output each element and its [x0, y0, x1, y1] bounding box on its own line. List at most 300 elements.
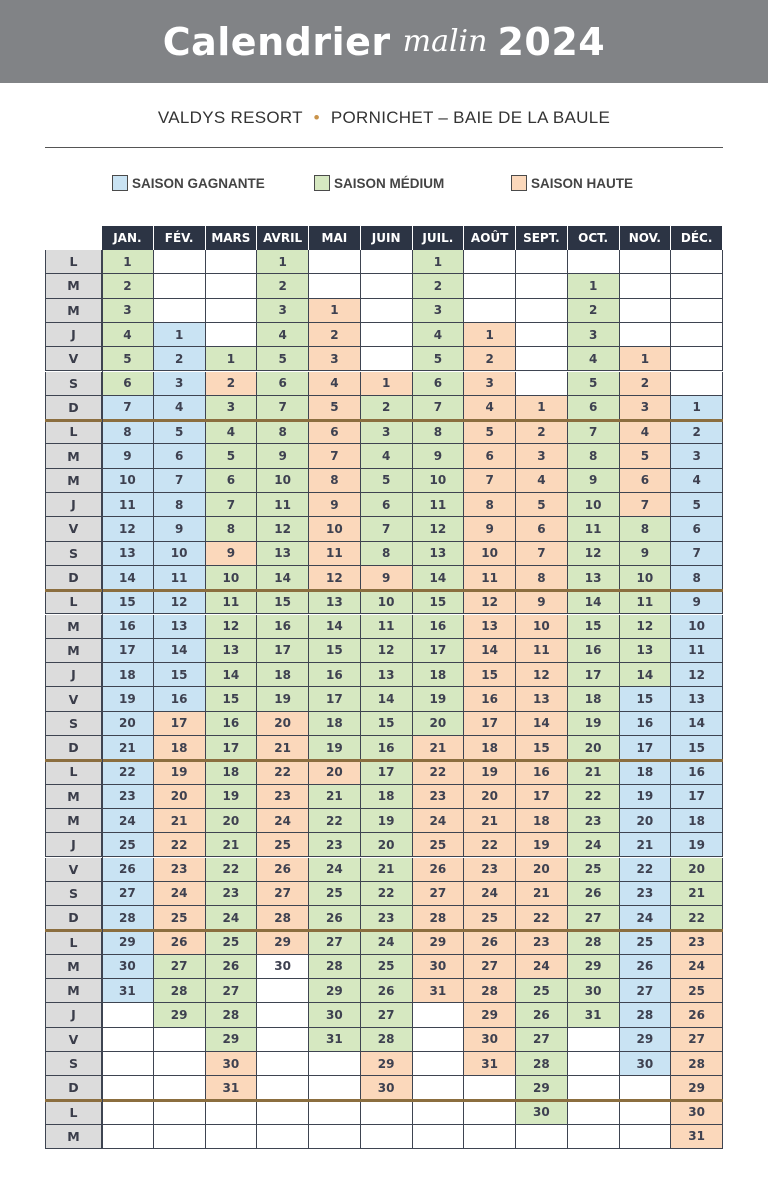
day-cell: 5 [361, 469, 413, 493]
weekday-label: S [45, 882, 102, 906]
day-cell: 3 [620, 396, 672, 420]
empty-cell [309, 250, 361, 274]
day-cell: 12 [568, 542, 620, 566]
day-cell: 30 [671, 1101, 723, 1125]
day-cell: 28 [671, 1052, 723, 1076]
day-cell: 29 [361, 1052, 413, 1076]
empty-cell [309, 274, 361, 298]
day-cell: 29 [206, 1028, 258, 1052]
day-cell: 4 [257, 323, 309, 347]
empty-cell [413, 1052, 465, 1076]
day-cell: 14 [516, 712, 568, 736]
day-cell: 19 [464, 760, 516, 784]
day-cell: 9 [413, 444, 465, 468]
month-header: MARS [206, 226, 258, 250]
day-cell: 1 [361, 372, 413, 396]
empty-cell [154, 1125, 206, 1149]
weekday-label: M [45, 274, 102, 298]
weekday-label: L [45, 760, 102, 784]
empty-cell [257, 1101, 309, 1125]
empty-cell [309, 1076, 361, 1100]
title-malin: malin [402, 24, 488, 59]
day-cell: 14 [464, 639, 516, 663]
empty-cell [257, 1076, 309, 1100]
day-cell: 13 [568, 566, 620, 590]
empty-cell [361, 299, 413, 323]
empty-cell [568, 1052, 620, 1076]
day-cell: 7 [102, 396, 154, 420]
day-cell: 28 [154, 979, 206, 1003]
day-cell: 5 [413, 347, 465, 371]
weekday-label: V [45, 858, 102, 882]
day-cell: 27 [568, 906, 620, 930]
day-cell: 27 [206, 979, 258, 1003]
day-cell: 28 [620, 1003, 672, 1027]
day-cell: 19 [309, 736, 361, 760]
empty-cell [102, 1028, 154, 1052]
empty-cell [464, 274, 516, 298]
empty-cell [309, 1052, 361, 1076]
day-cell: 10 [257, 469, 309, 493]
day-cell: 8 [464, 493, 516, 517]
legend-label-haute: SAISON HAUTE [531, 175, 634, 191]
day-cell: 16 [257, 615, 309, 639]
day-cell: 26 [309, 906, 361, 930]
day-cell: 4 [516, 469, 568, 493]
day-cell: 18 [671, 809, 723, 833]
day-cell: 24 [154, 882, 206, 906]
day-cell: 28 [464, 979, 516, 1003]
day-cell: 18 [206, 760, 258, 784]
day-cell: 31 [309, 1028, 361, 1052]
day-cell: 21 [568, 760, 620, 784]
day-cell: 12 [102, 517, 154, 541]
day-cell: 25 [206, 930, 258, 954]
day-cell: 1 [464, 323, 516, 347]
day-cell: 8 [102, 420, 154, 444]
weekday-label: J [45, 493, 102, 517]
empty-cell [464, 1101, 516, 1125]
empty-cell [257, 979, 309, 1003]
day-cell: 25 [361, 955, 413, 979]
day-cell: 5 [464, 420, 516, 444]
day-cell: 2 [206, 372, 258, 396]
day-cell: 13 [309, 590, 361, 614]
weekday-label: D [45, 906, 102, 930]
day-cell: 28 [413, 906, 465, 930]
day-cell: 6 [154, 444, 206, 468]
weekday-label: V [45, 687, 102, 711]
day-cell: 16 [620, 712, 672, 736]
weekday-label: M [45, 809, 102, 833]
day-cell: 3 [516, 444, 568, 468]
day-cell: 7 [257, 396, 309, 420]
day-cell: 21 [206, 833, 258, 857]
empty-cell [154, 250, 206, 274]
day-cell: 1 [206, 347, 258, 371]
day-cell: 11 [671, 639, 723, 663]
weekday-label: D [45, 566, 102, 590]
month-header: JUIL. [413, 226, 465, 250]
day-cell: 10 [206, 566, 258, 590]
day-cell: 26 [257, 858, 309, 882]
month-header: SEPT. [516, 226, 568, 250]
day-cell: 15 [568, 615, 620, 639]
day-cell: 7 [568, 420, 620, 444]
weekday-label: S [45, 1052, 102, 1076]
day-cell: 5 [516, 493, 568, 517]
day-cell: 18 [257, 663, 309, 687]
day-cell: 16 [671, 760, 723, 784]
day-cell: 21 [309, 785, 361, 809]
day-cell: 9 [464, 517, 516, 541]
day-cell: 4 [309, 372, 361, 396]
empty-cell [671, 274, 723, 298]
weekday-label: J [45, 663, 102, 687]
month-header: JUIN [361, 226, 413, 250]
day-cell: 5 [154, 420, 206, 444]
day-cell: 24 [671, 955, 723, 979]
day-cell: 1 [568, 274, 620, 298]
empty-cell [206, 299, 258, 323]
day-cell: 5 [206, 444, 258, 468]
day-cell: 15 [620, 687, 672, 711]
day-cell: 3 [464, 372, 516, 396]
day-cell: 9 [361, 566, 413, 590]
month-header: NOV. [620, 226, 672, 250]
day-cell: 14 [671, 712, 723, 736]
weekday-label: D [45, 396, 102, 420]
day-cell: 8 [568, 444, 620, 468]
day-cell: 22 [568, 785, 620, 809]
day-cell: 4 [413, 323, 465, 347]
day-cell: 24 [413, 809, 465, 833]
day-cell: 25 [154, 906, 206, 930]
day-cell: 13 [620, 639, 672, 663]
day-cell: 14 [568, 590, 620, 614]
day-cell: 26 [516, 1003, 568, 1027]
day-cell: 1 [516, 396, 568, 420]
day-cell: 21 [620, 833, 672, 857]
day-cell: 30 [516, 1101, 568, 1125]
empty-cell [361, 250, 413, 274]
empty-cell [516, 250, 568, 274]
day-cell: 2 [671, 420, 723, 444]
day-cell: 16 [361, 736, 413, 760]
day-cell: 29 [102, 930, 154, 954]
weekday-label: L [45, 250, 102, 274]
day-cell: 13 [361, 663, 413, 687]
day-cell: 13 [671, 687, 723, 711]
empty-cell [671, 250, 723, 274]
day-cell: 27 [413, 882, 465, 906]
day-cell: 17 [464, 712, 516, 736]
day-cell: 1 [671, 396, 723, 420]
day-cell: 20 [361, 833, 413, 857]
day-cell: 14 [413, 566, 465, 590]
day-cell: 10 [413, 469, 465, 493]
day-cell: 4 [568, 347, 620, 371]
day-cell: 22 [102, 760, 154, 784]
day-cell: 18 [361, 785, 413, 809]
day-cell: 3 [154, 372, 206, 396]
day-cell: 15 [516, 736, 568, 760]
day-cell: 23 [102, 785, 154, 809]
empty-cell [102, 1125, 154, 1149]
day-cell: 25 [413, 833, 465, 857]
day-cell: 23 [154, 858, 206, 882]
empty-cell [102, 1076, 154, 1100]
day-cell: 15 [257, 590, 309, 614]
day-cell: 2 [154, 347, 206, 371]
resort-location: PORNICHET – BAIE DE LA BAULE [330, 108, 611, 127]
day-cell: 7 [154, 469, 206, 493]
legend-label-gagnante: SAISON GAGNANTE [132, 175, 265, 191]
empty-cell [568, 1101, 620, 1125]
day-cell: 18 [516, 809, 568, 833]
day-cell: 23 [464, 858, 516, 882]
day-cell: 2 [361, 396, 413, 420]
day-cell: 10 [102, 469, 154, 493]
day-cell: 23 [257, 785, 309, 809]
day-cell: 20 [516, 858, 568, 882]
grid-left-border [102, 250, 103, 1149]
month-header: AOÛT [464, 226, 516, 250]
day-cell: 2 [413, 274, 465, 298]
empty-cell [620, 274, 672, 298]
day-cell: 6 [620, 469, 672, 493]
weekday-label: J [45, 833, 102, 857]
day-cell: 1 [413, 250, 465, 274]
day-cell: 24 [102, 809, 154, 833]
day-cell: 4 [206, 420, 258, 444]
empty-cell [413, 1028, 465, 1052]
day-cell: 14 [102, 566, 154, 590]
resort-name: VALDYS RESORT [157, 108, 303, 127]
day-cell: 22 [464, 833, 516, 857]
day-cell: 29 [464, 1003, 516, 1027]
day-cell: 6 [671, 517, 723, 541]
empty-cell [361, 347, 413, 371]
empty-cell [620, 323, 672, 347]
weekday-label: M [45, 299, 102, 323]
empty-cell [413, 1003, 465, 1027]
empty-cell [361, 1101, 413, 1125]
day-cell: 24 [620, 906, 672, 930]
day-cell: 3 [671, 444, 723, 468]
day-cell: 28 [361, 1028, 413, 1052]
day-cell: 26 [361, 979, 413, 1003]
day-cell: 8 [516, 566, 568, 590]
day-cell: 26 [671, 1003, 723, 1027]
day-cell: 26 [206, 955, 258, 979]
day-cell: 6 [257, 372, 309, 396]
day-cell: 27 [257, 882, 309, 906]
weekday-label: M [45, 469, 102, 493]
day-cell: 21 [361, 858, 413, 882]
title-year: 2024 [497, 19, 606, 64]
day-cell: 12 [309, 566, 361, 590]
day-cell: 21 [464, 809, 516, 833]
day-cell: 27 [102, 882, 154, 906]
day-cell: 19 [516, 833, 568, 857]
day-cell: 10 [464, 542, 516, 566]
day-cell: 1 [620, 347, 672, 371]
day-cell: 17 [309, 687, 361, 711]
day-cell: 2 [257, 274, 309, 298]
empty-cell [568, 1125, 620, 1149]
day-cell: 6 [413, 372, 465, 396]
empty-cell [516, 372, 568, 396]
day-cell: 16 [516, 760, 568, 784]
day-cell: 21 [154, 809, 206, 833]
week-separator [45, 419, 723, 422]
day-cell: 30 [309, 1003, 361, 1027]
week-separator [45, 1099, 723, 1102]
day-cell: 27 [464, 955, 516, 979]
day-cell: 20 [102, 712, 154, 736]
day-cell: 7 [671, 542, 723, 566]
week-separator [45, 589, 723, 592]
month-header: MAI [309, 226, 361, 250]
day-cell: 30 [102, 955, 154, 979]
day-cell: 19 [671, 833, 723, 857]
day-cell: 4 [620, 420, 672, 444]
day-cell: 13 [154, 615, 206, 639]
month-header: FÉV. [154, 226, 206, 250]
weekday-label: J [45, 1003, 102, 1027]
day-cell: 11 [620, 590, 672, 614]
day-cell: 30 [620, 1052, 672, 1076]
day-cell: 17 [671, 785, 723, 809]
day-cell: 23 [516, 930, 568, 954]
day-cell: 12 [671, 663, 723, 687]
empty-cell [464, 1125, 516, 1149]
day-cell: 12 [516, 663, 568, 687]
weekday-label: M [45, 955, 102, 979]
weekday-label: L [45, 1101, 102, 1125]
day-cell: 19 [206, 785, 258, 809]
day-cell: 13 [464, 615, 516, 639]
day-cell: 14 [361, 687, 413, 711]
day-cell: 20 [257, 712, 309, 736]
day-cell: 12 [464, 590, 516, 614]
day-cell: 21 [413, 736, 465, 760]
empty-cell [257, 1028, 309, 1052]
day-cell: 16 [568, 639, 620, 663]
day-cell: 31 [568, 1003, 620, 1027]
day-cell: 21 [516, 882, 568, 906]
day-cell: 2 [102, 274, 154, 298]
empty-cell [671, 323, 723, 347]
day-cell: 7 [464, 469, 516, 493]
day-cell: 22 [516, 906, 568, 930]
day-cell: 12 [206, 615, 258, 639]
empty-cell [206, 250, 258, 274]
weekday-label: S [45, 372, 102, 396]
empty-cell [464, 250, 516, 274]
empty-cell [154, 1101, 206, 1125]
day-cell: 4 [464, 396, 516, 420]
day-cell: 20 [154, 785, 206, 809]
weekday-label: M [45, 1125, 102, 1149]
day-cell: 16 [413, 615, 465, 639]
day-cell: 8 [620, 517, 672, 541]
day-cell: 7 [620, 493, 672, 517]
day-cell: 12 [257, 517, 309, 541]
weekday-label: L [45, 590, 102, 614]
weekday-label: J [45, 323, 102, 347]
day-cell: 8 [309, 469, 361, 493]
day-cell: 17 [516, 785, 568, 809]
weekday-label: M [45, 785, 102, 809]
day-cell: 8 [361, 542, 413, 566]
day-cell: 28 [102, 906, 154, 930]
empty-cell [257, 1052, 309, 1076]
day-cell: 3 [568, 323, 620, 347]
day-cell: 18 [309, 712, 361, 736]
weekday-label: D [45, 736, 102, 760]
empty-cell [413, 1125, 465, 1149]
day-cell: 19 [361, 809, 413, 833]
day-cell: 14 [309, 615, 361, 639]
day-cell: 13 [413, 542, 465, 566]
empty-cell [154, 1076, 206, 1100]
day-cell: 7 [361, 517, 413, 541]
empty-cell [516, 347, 568, 371]
day-cell: 31 [413, 979, 465, 1003]
day-cell: 11 [309, 542, 361, 566]
day-cell: 4 [154, 396, 206, 420]
empty-cell [620, 250, 672, 274]
day-cell: 31 [671, 1125, 723, 1149]
empty-cell [516, 299, 568, 323]
day-cell: 5 [102, 347, 154, 371]
day-cell: 4 [102, 323, 154, 347]
day-cell: 13 [206, 639, 258, 663]
day-cell: 17 [154, 712, 206, 736]
day-cell: 12 [154, 590, 206, 614]
day-cell: 27 [620, 979, 672, 1003]
day-cell: 7 [206, 493, 258, 517]
day-cell: 27 [309, 930, 361, 954]
day-cell: 3 [309, 347, 361, 371]
day-cell: 12 [413, 517, 465, 541]
weekday-label: V [45, 347, 102, 371]
day-cell: 7 [413, 396, 465, 420]
day-cell: 25 [620, 930, 672, 954]
weekday-label: M [45, 615, 102, 639]
day-cell: 25 [568, 858, 620, 882]
weekday-label: S [45, 542, 102, 566]
weekday-label: D [45, 1076, 102, 1100]
day-cell: 21 [102, 736, 154, 760]
day-cell: 11 [516, 639, 568, 663]
day-cell: 26 [620, 955, 672, 979]
day-cell: 27 [516, 1028, 568, 1052]
day-cell: 30 [206, 1052, 258, 1076]
day-cell: 12 [620, 615, 672, 639]
day-cell: 29 [154, 1003, 206, 1027]
day-cell: 16 [102, 615, 154, 639]
day-cell: 19 [413, 687, 465, 711]
empty-cell [464, 299, 516, 323]
weekday-label: M [45, 639, 102, 663]
day-cell: 9 [671, 590, 723, 614]
day-cell: 30 [257, 955, 309, 979]
day-cell: 19 [154, 760, 206, 784]
day-cell: 26 [568, 882, 620, 906]
